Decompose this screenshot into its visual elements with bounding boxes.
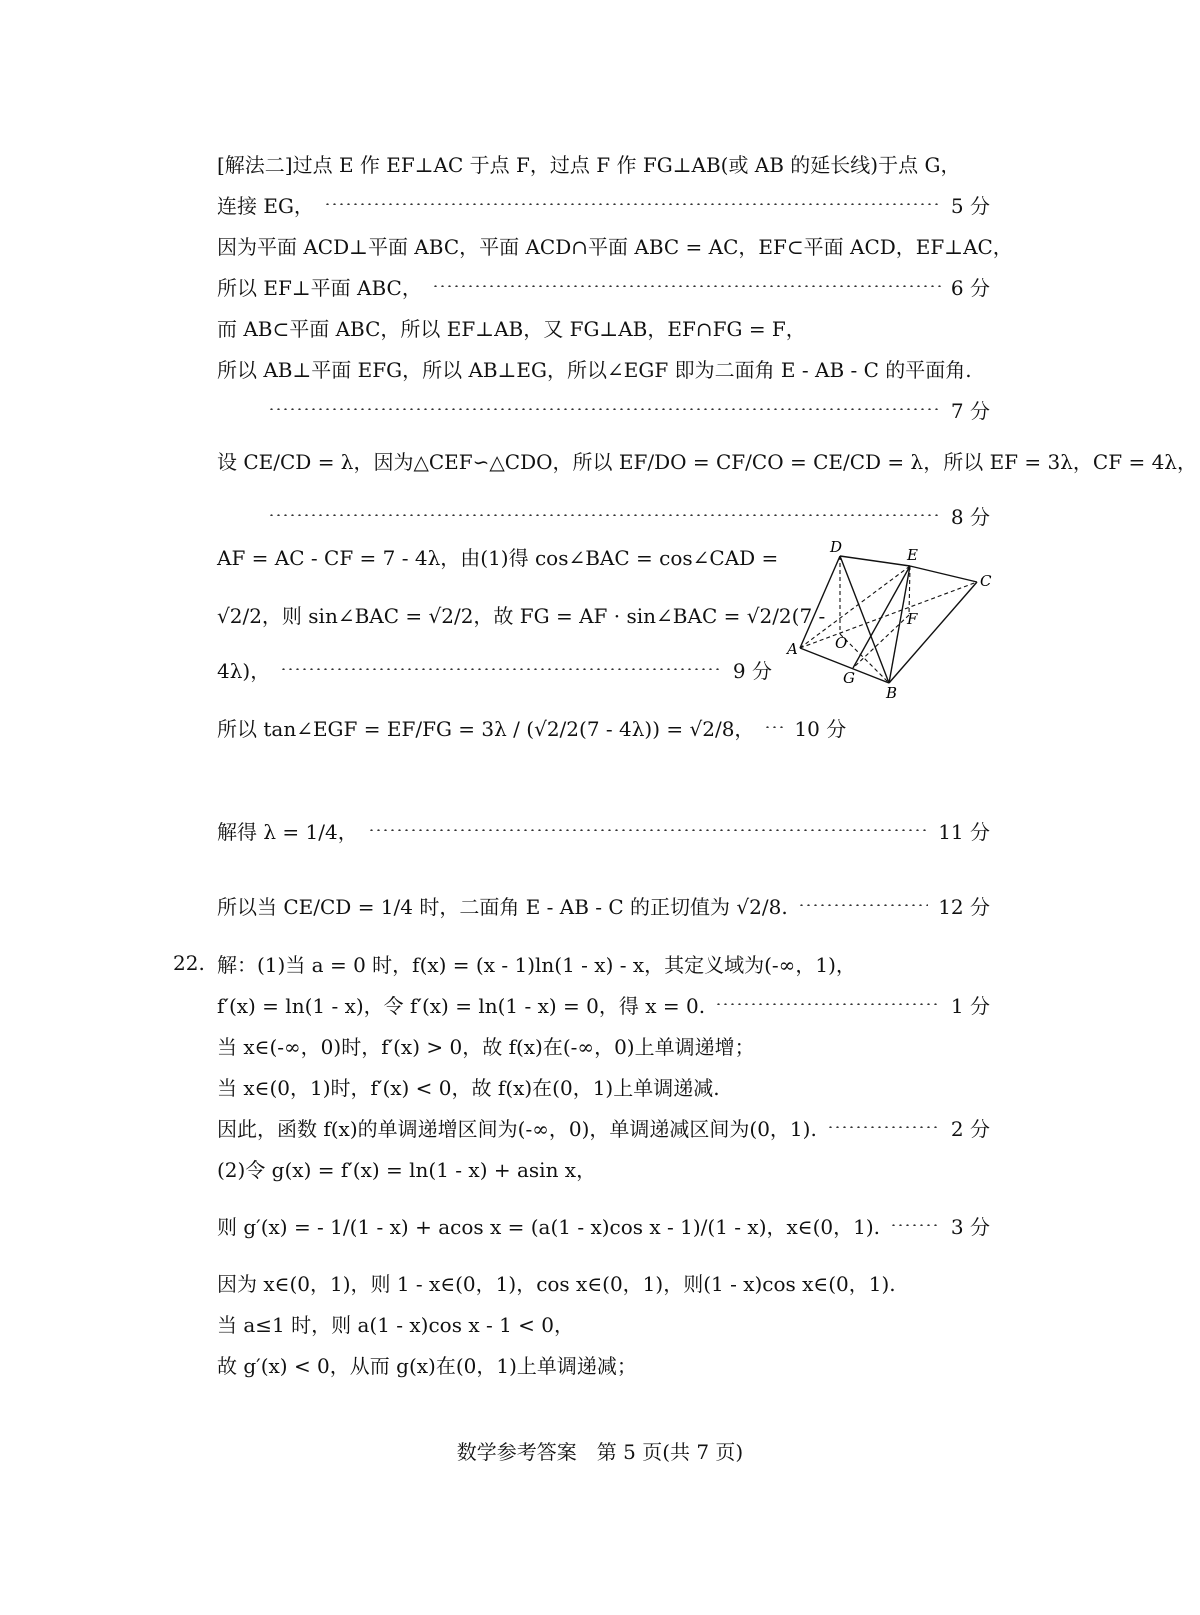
line-text: 所以 AB⊥平面 EFG，所以 AB⊥EG，所以∠EGF 即为二面角 E - AB - C 的平面角. — [217, 357, 972, 382]
solution-line-6 — [217, 351, 990, 385]
score-label: 7 分 — [950, 398, 990, 423]
line-text: 所以当 CE/CD = 1/4 时，二面角 E - AB - C 的正切值为 √2/8. — [217, 894, 788, 919]
dot-leader — [324, 203, 941, 205]
solution-line-5 — [217, 310, 990, 344]
line-text: 因为 x∈(0，1)，则 1 - x∈(0，1)，cos x∈(0，1)，则(1 - x)cos x∈(0，1). — [217, 1271, 896, 1296]
dot-leader — [715, 1003, 941, 1005]
score-label: 11 分 — [938, 819, 990, 844]
dot-leader — [890, 1224, 941, 1226]
edge-FG — [853, 615, 909, 668]
label-A: A — [787, 640, 798, 658]
solution-line-20 — [217, 1110, 990, 1144]
solution-line-11 — [217, 597, 826, 631]
line-text: 而 AB⊂平面 ABC，所以 EF⊥AB，又 FG⊥AB，EF∩FG = F， — [217, 316, 806, 341]
dot-leader — [368, 829, 928, 831]
line-text: 4λ)， — [217, 658, 271, 683]
solution-line-12 — [217, 652, 772, 686]
line-text: 当 x∈(-∞，0)时，f′(x) > 0，故 f(x)在(-∞，0)上单调递增； — [217, 1034, 755, 1059]
line-text: 所以 tan∠EGF = EF/FG = 3λ / (√2/2(7 - 4λ)) = √2/8， — [217, 716, 755, 741]
edge-AC — [800, 582, 977, 648]
line-text: 设 CE/CD = λ，因为△CEF∽△CDO，所以 EF/DO = CF/CO = CE/CD = λ，所以 EF = 3λ，CF = 4λ， — [217, 449, 1197, 474]
line-text: AF = AC - CF = 7 - 4λ，由(1)得 cos∠BAC = cos∠CAD = — [217, 545, 779, 570]
dot-leader — [798, 904, 928, 906]
dot-leader — [432, 285, 941, 287]
solution-line-3 — [217, 228, 1013, 262]
label-O: O — [835, 634, 848, 652]
solution-line-24 — [217, 1306, 990, 1340]
solution-line-17 — [217, 987, 990, 1021]
geometry-figure — [785, 538, 1000, 703]
line-text: [解法二]过点 E 作 EF⊥AC 于点 F，过点 F 作 FG⊥AB(或 AB 的延长线)于点 G， — [217, 152, 961, 177]
line-text: 解得 λ = 1/4， — [217, 819, 358, 844]
line-text: 故 g′(x) < 0，从而 g(x)在(0，1)上单调递减； — [217, 1353, 637, 1378]
score-label: 6 分 — [950, 275, 990, 300]
solution-line-21 — [217, 1151, 990, 1185]
line-text: f′(x) = ln(1 - x)，令 f′(x) = ln(1 - x) = 0，得 x = 0. — [217, 993, 706, 1018]
edge-AD — [800, 556, 840, 648]
line-text: 所以 EF⊥平面 ABC， — [217, 275, 422, 300]
line-text: 因此，函数 f(x)的单调递增区间为(-∞，0)，单调递减区间为(0，1). — [217, 1116, 817, 1141]
dot-leader — [764, 726, 784, 728]
line-text: 则 g′(x) = - 1/(1 - x) + acos x = (a(1 - x)cos x - 1)/(1 - x)，x∈(0，1). — [217, 1214, 880, 1239]
label-G: G — [843, 669, 855, 687]
page-footer: 数学参考答案 第 5 页(共 7 页) — [456, 1440, 744, 1464]
score-label: 3 分 — [950, 1214, 990, 1239]
edge-BC — [889, 582, 977, 683]
score-label: 10 分 — [794, 716, 847, 741]
line-text: 解：(1)当 a = 0 时，f(x) = (x - 1)ln(1 - x) - x，其定义域为(-∞，1)， — [217, 952, 856, 977]
label-F: F — [907, 610, 918, 628]
solution-line-23 — [217, 1265, 990, 1299]
solution-line-4 — [217, 269, 990, 303]
score-label: 12 分 — [938, 894, 990, 919]
solution-line-15 — [217, 888, 990, 922]
label-D: D — [830, 538, 843, 556]
line-text: (2)令 g(x) = f′(x) = ln(1 - x) + asin x， — [217, 1157, 597, 1182]
label-E: E — [907, 546, 918, 564]
question-number: 22. — [173, 951, 205, 975]
solution-line-10 — [217, 539, 779, 573]
line-text: √2/2，则 sin∠BAC = √2/2，故 FG = AF · sin∠BAC = √2/2(7 - — [217, 603, 826, 628]
label-B: B — [886, 684, 898, 702]
edge-AE — [800, 566, 910, 648]
score-label: 2 分 — [950, 1116, 990, 1141]
solution-line-18 — [217, 1028, 990, 1062]
dot-leader — [827, 1126, 941, 1128]
label-C: C — [980, 572, 992, 590]
solution-line-1 — [217, 146, 990, 180]
edge-EC — [910, 566, 977, 582]
solution-line-16 — [217, 946, 990, 980]
solution-line-7 — [258, 392, 990, 426]
edge-DB — [840, 556, 889, 683]
solution-line-19 — [217, 1069, 990, 1103]
dot-leader — [268, 408, 941, 410]
solution-line-14 — [217, 813, 990, 847]
line-text: 当 x∈(0，1)时，f′(x) < 0，故 f(x)在(0，1)上单调递减. — [217, 1075, 720, 1100]
score-label: 5 分 — [950, 193, 990, 218]
line-text: 当 a≤1 时，则 a(1 - x)cos x - 1 < 0， — [217, 1312, 575, 1337]
solution-line-2 — [217, 187, 990, 221]
solution-line-22 — [217, 1208, 990, 1242]
score-label: 9 分 — [732, 658, 772, 683]
solution-line-25 — [217, 1347, 990, 1381]
solution-line-13 — [217, 710, 847, 744]
pyramid-diagram — [785, 538, 1000, 703]
score-label: 8 分 — [950, 504, 990, 529]
dot-leader — [280, 668, 723, 670]
solution-line-8 — [217, 443, 1197, 477]
score-label: 1 分 — [950, 993, 990, 1018]
solution-line-9 — [258, 498, 990, 532]
line-text: 因为平面 ACD⊥平面 ABC，平面 ACD∩平面 ABC = AC，EF⊂平面 ACD，EF⊥AC， — [217, 234, 1013, 259]
line-text: 连接 EG， — [217, 193, 314, 218]
edge-DE — [840, 556, 910, 566]
dot-leader — [268, 514, 941, 516]
